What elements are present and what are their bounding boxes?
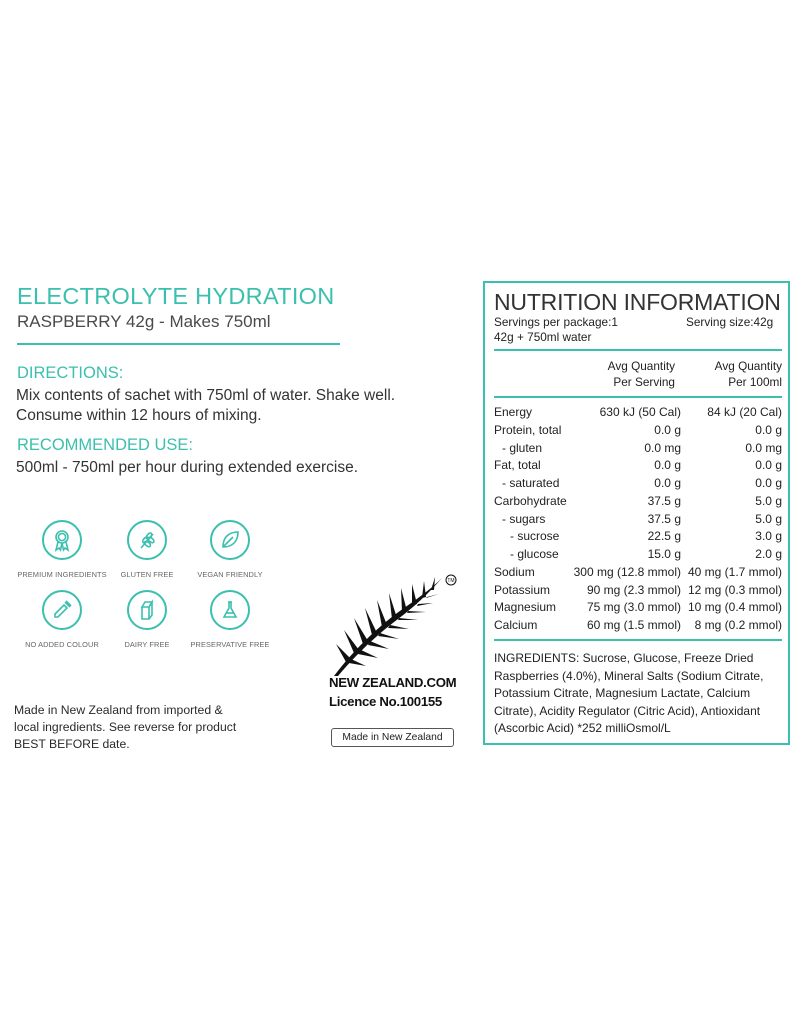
- badge-preservative-free: [178, 590, 282, 649]
- ingredients-list: [494, 650, 786, 738]
- badge-label: PRESERVATIVE FREE: [190, 640, 270, 649]
- col-head-line: Avg Quantity: [714, 359, 782, 373]
- made-note-line-3: BEST BEFORE date.: [14, 737, 130, 751]
- per-100ml-value: 40 mg (1.7 mmol): [687, 564, 782, 579]
- per-100ml-value: 0.0 mg: [745, 440, 782, 455]
- per-serving-value: 0.0 g: [654, 458, 681, 473]
- nutrient-label: - sugars: [502, 511, 546, 526]
- made-note-line-2: local ingredients. See reverse for product: [14, 720, 237, 734]
- per-100ml-value: 5.0 g: [755, 493, 782, 508]
- nutrient-label: Potassium: [494, 582, 551, 597]
- nutrition-divider-bottom: [494, 639, 782, 641]
- per-serving-value: 75 mg (3.0 mmol): [586, 600, 681, 615]
- nutrition-row: [494, 476, 782, 494]
- nutrition-divider-header: [494, 396, 782, 398]
- recommended-text: 500ml - 750ml per hour during extended exercise.: [16, 459, 359, 476]
- directions-heading: DIRECTIONS:: [17, 364, 124, 382]
- nutrient-label: - gluten: [502, 440, 543, 455]
- licence-number: Licence No.100155: [329, 694, 442, 709]
- award-ribbon-icon: [42, 520, 82, 560]
- nutrient-label: Protein, total: [494, 422, 562, 437]
- per-100ml-value: 0.0 g: [755, 422, 782, 437]
- nutrition-row: [494, 405, 782, 423]
- per-serving-value: 0.0 mg: [644, 440, 681, 455]
- per-serving-value: 22.5 g: [647, 529, 681, 544]
- nutrient-label: Calcium: [494, 618, 538, 632]
- made-in-nz-note: [14, 702, 236, 753]
- nutrient-label: - saturated: [502, 476, 560, 490]
- wheat-icon: [127, 520, 167, 560]
- nutrition-row: [494, 547, 782, 565]
- col-head-per-100ml: [667, 359, 782, 390]
- nutrition-row: [494, 423, 782, 441]
- serving-size: Serving size:42g: [686, 315, 774, 329]
- per-serving-value: 90 mg (2.3 mmol): [586, 582, 681, 597]
- nutrition-row: [494, 583, 782, 601]
- nutrient-label: Magnesium: [494, 600, 557, 615]
- recommended-heading: RECOMMENDED USE:: [17, 436, 194, 454]
- per-100ml-value: 0.0 g: [755, 476, 782, 490]
- silver-fern-logo: [332, 572, 460, 680]
- badge-label: PREMIUM INGREDIENTS: [17, 570, 107, 579]
- made-in-nz-badge: Made in New Zealand: [331, 728, 454, 747]
- nutrition-row: [494, 565, 782, 583]
- per-100ml-value: 10 mg (0.4 mmol): [687, 600, 782, 615]
- directions-line-2: Consume within 12 hours of mixing.: [16, 407, 262, 424]
- col-head-per-serving: [560, 359, 675, 390]
- per-100ml-value: 0.0 g: [755, 458, 782, 473]
- nutrient-label: - sucrose: [510, 529, 560, 544]
- flask-icon: [210, 590, 250, 630]
- nutrition-row: [494, 529, 782, 547]
- product-subtitle: RASPBERRY 42g - Makes 750ml: [17, 312, 271, 331]
- leaf-icon: [210, 520, 250, 560]
- ingredients-line: Citrate), Acidity Regulator (Citric Acid), Antioxidant: [494, 703, 761, 718]
- nz-site-text: NEW ZEALAND.COM: [329, 675, 457, 690]
- badge-label: GLUTEN FREE: [120, 570, 174, 579]
- nutrition-row: [494, 441, 782, 459]
- servings-per-package: Servings per package:1: [494, 315, 618, 329]
- col-head-line: Per Serving: [613, 374, 675, 389]
- per-serving-value: 0.0 g: [654, 422, 681, 437]
- col-head-line: Avg Quantity: [607, 359, 675, 373]
- per-serving-value: 300 mg (12.8 mmol): [573, 564, 681, 579]
- nutrition-row: [494, 512, 782, 530]
- directions-line-1: Mix contents of sachet with 750ml of water. Shake well.: [16, 387, 396, 404]
- per-100ml-value: 84 kJ (20 Cal): [707, 405, 782, 419]
- serving-note: 42g + 750ml water: [494, 330, 592, 344]
- nutrition-row: [494, 494, 782, 512]
- badge-label: NO ADDED COLOUR: [25, 640, 99, 649]
- per-100ml-value: 8 mg (0.2 mmol): [694, 618, 782, 632]
- per-100ml-value: 12 mg (0.3 mmol): [687, 582, 782, 597]
- per-100ml-value: 2.0 g: [755, 547, 782, 561]
- dropper-icon: [42, 590, 82, 630]
- per-serving-value: 630 kJ (50 Cal): [599, 405, 681, 419]
- per-serving-value: 37.5 g: [647, 511, 681, 526]
- nutrition-row: [494, 458, 782, 476]
- per-serving-value: 37.5 g: [647, 493, 681, 508]
- nutrition-row: [494, 618, 782, 636]
- ingredients-line: (Ascorbic Acid) *252 milliOsmol/L: [494, 721, 671, 736]
- nutrient-label: Sodium: [494, 564, 535, 579]
- nutrient-label: Carbohydrate: [494, 493, 567, 508]
- nutrient-label: Energy: [494, 405, 533, 419]
- per-serving-value: 15.0 g: [647, 547, 681, 561]
- ingredients-line: Potassium Citrate, Magnesium Lactate, Calcium: [494, 686, 751, 701]
- badge-label: VEGAN FRIENDLY: [197, 570, 263, 579]
- ingredients-line: Raspberries (4.0%), Mineral Salts (Sodium Citrate,: [494, 668, 764, 683]
- per-100ml-value: 5.0 g: [755, 511, 782, 526]
- made-note-line-1: Made in New Zealand from imported &: [14, 703, 223, 717]
- col-head-line: Per 100ml: [728, 374, 782, 389]
- milk-carton-icon: [127, 590, 167, 630]
- title-divider: [17, 343, 340, 345]
- product-title: ELECTROLYTE HYDRATION: [17, 283, 335, 309]
- nutrient-label: - glucose: [510, 547, 559, 561]
- nutrition-row: [494, 600, 782, 618]
- badge-vegan-friendly: [178, 520, 282, 579]
- per-serving-value: 0.0 g: [654, 476, 681, 490]
- per-100ml-value: 3.0 g: [755, 529, 782, 544]
- nutrient-label: Fat, total: [494, 458, 541, 473]
- nutrition-title: NUTRITION INFORMATION: [494, 289, 781, 315]
- badge-label: DAIRY FREE: [124, 640, 170, 649]
- nutrition-divider-top: [494, 349, 782, 351]
- ingredients-line: INGREDIENTS: Sucrose, Glucose, Freeze Dried: [494, 651, 754, 665]
- trademark-mark: TM: [447, 578, 455, 584]
- per-serving-value: 60 mg (1.5 mmol): [586, 618, 681, 632]
